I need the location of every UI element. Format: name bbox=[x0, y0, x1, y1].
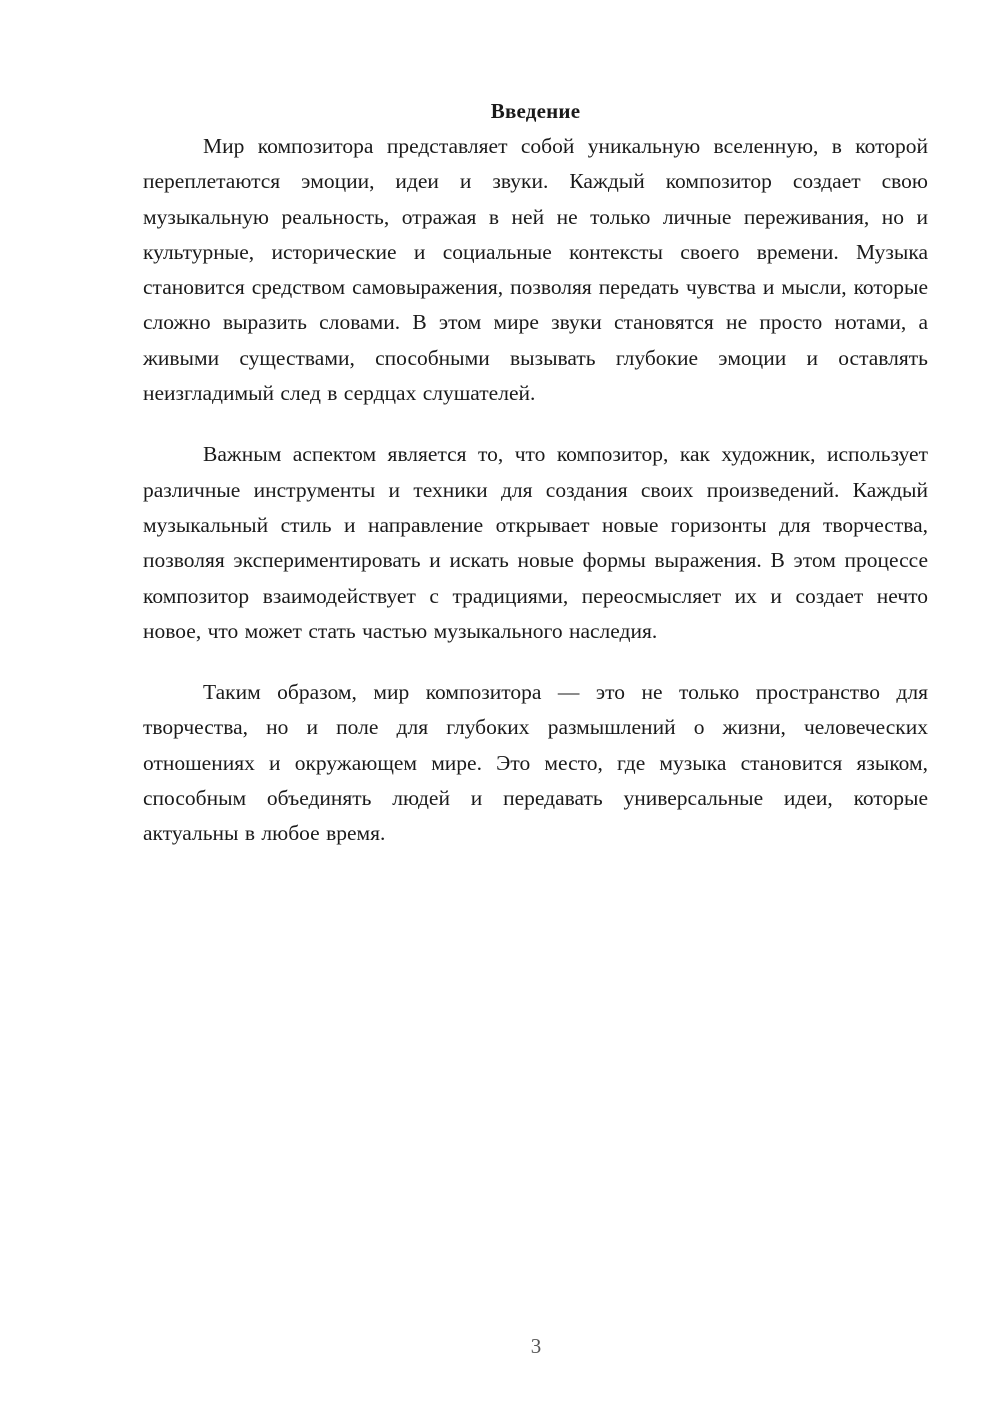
page-content bbox=[143, 94, 928, 878]
paragraph-2: Важным аспектом является то, что композитор, как художник, использует различные инструменты и техники для создания своих произведений. Каждый музыкальный стиль и направление открывает новые горизонты для творчества, позволяя экспериментировать и искать новые формы выражения. В этом процессе композитор взаимодействует с традициями, переосмысляет их и создает нечто новое, что может стать частью музыкального наследия. bbox=[143, 442, 928, 643]
section-title: Введение bbox=[490, 99, 581, 123]
page-number: 3 bbox=[530, 1334, 542, 1358]
paragraph-3: Таким образом, мир композитора — это не только пространство для творчества, но и поле для глубоких размышлений о жизни, человеческих отношениях и окружающем мире. Это место, где музыка становится языком, способным объединять людей и передавать универсальные идеи, которые актуальны в любое время. bbox=[143, 680, 928, 846]
paragraph-1: Мир композитора представляет собой уникальную вселенную, в которой переплетаются эмоции, идеи и звуки. Каждый композитор создает свою музыкальную реальность, отражая в ней не только личные переживания, но и культурные, исторические и социальные контексты своего времени. Музыка становится средством самовыражения, позволяя передать чувства и мысли, которые сложно выразить словами. В этом мире звуки становятся не просто нотами, а живыми существами, способными вызывать глубокие эмоции и оставлять неизгладимый след в сердцах слушателей. bbox=[143, 134, 928, 406]
